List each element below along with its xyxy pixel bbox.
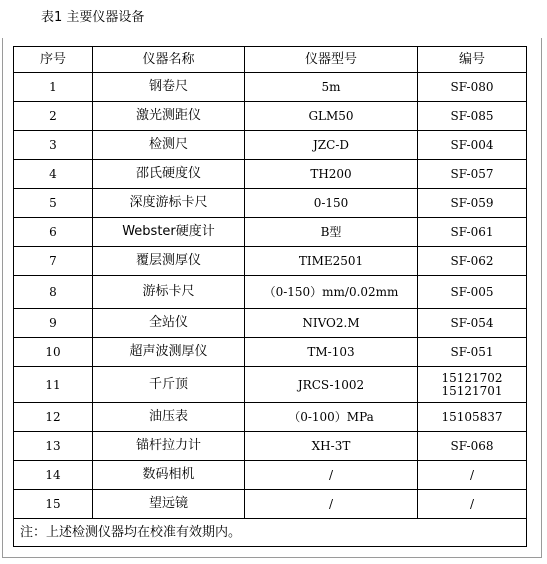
row-code-value: SF-059 [450, 195, 494, 210]
row-name: 检测尺 [93, 131, 245, 160]
table-row [14, 338, 527, 367]
table-row [14, 367, 527, 403]
row-no: 7 [14, 247, 93, 276]
row-name: 千斤顶 [93, 367, 245, 403]
row-model: XH-3T [245, 432, 418, 461]
row-model: （0-100）MPa [245, 403, 418, 432]
row-code [418, 247, 527, 276]
row-name: 超声波测厚仪 [93, 338, 245, 367]
row-name: 油压表 [93, 403, 245, 432]
row-name: 望远镜 [93, 490, 245, 519]
row-code [418, 131, 527, 160]
table-row [14, 432, 527, 461]
table-header-row [14, 47, 527, 73]
row-code [418, 338, 527, 367]
table-row [14, 247, 527, 276]
row-model: JRCS-1002 [245, 367, 418, 403]
row-no: 13 [14, 432, 93, 461]
row-model: TH200 [245, 160, 418, 189]
row-code [418, 490, 527, 519]
table-row [14, 461, 527, 490]
equipment-table [13, 46, 527, 547]
row-code-value: SF-061 [450, 224, 494, 239]
table-row [14, 490, 527, 519]
row-code-value: SF-085 [450, 108, 494, 123]
row-no: 14 [14, 461, 93, 490]
row-code [418, 461, 527, 490]
row-model: 0-150 [245, 189, 418, 218]
row-name: Webster硬度计 [93, 218, 245, 247]
row-no: 1 [14, 73, 93, 102]
table-row [14, 160, 527, 189]
row-model: GLM50 [245, 102, 418, 131]
row-code [418, 309, 527, 338]
row-no: 11 [14, 367, 93, 403]
row-no: 6 [14, 218, 93, 247]
row-no: 15 [14, 490, 93, 519]
row-code [418, 276, 527, 309]
row-code-value: SF-062 [450, 253, 494, 268]
row-code [418, 73, 527, 102]
row-code-value: SF-080 [450, 79, 494, 94]
row-name: 锚杆拉力计 [93, 432, 245, 461]
row-name: 深度游标卡尺 [93, 189, 245, 218]
header-model: 仪器型号 [245, 47, 418, 73]
note-row [14, 519, 527, 547]
row-code-value: SF-057 [450, 166, 494, 181]
row-code-value: SF-054 [450, 315, 494, 330]
row-no: 8 [14, 276, 93, 309]
row-name: 全站仪 [93, 309, 245, 338]
row-no: 2 [14, 102, 93, 131]
table-note: 注：上述检测仪器均在校准有效期内。 [14, 519, 527, 547]
row-code [418, 218, 527, 247]
row-no: 9 [14, 309, 93, 338]
row-name: 游标卡尺 [93, 276, 245, 309]
row-code [418, 189, 527, 218]
row-code [418, 432, 527, 461]
table-caption: 表1 主要仪器设备 [41, 10, 145, 25]
table-body [14, 73, 527, 519]
row-code-value: 15121702 [441, 370, 503, 385]
table-row [14, 131, 527, 160]
row-code [418, 160, 527, 189]
row-code [418, 102, 527, 131]
row-code-value: / [469, 467, 475, 482]
row-model: / [245, 490, 418, 519]
row-no: 12 [14, 403, 93, 432]
row-code-value: SF-068 [450, 438, 494, 453]
row-model: B型 [245, 218, 418, 247]
row-code [418, 367, 527, 403]
row-code [418, 403, 527, 432]
row-name: 钢卷尺 [93, 73, 245, 102]
row-no: 3 [14, 131, 93, 160]
table-row [14, 73, 527, 102]
row-model: 5m [245, 73, 418, 102]
row-code-value: 15105837 [441, 409, 503, 424]
row-model: NIVO2.M [245, 309, 418, 338]
row-no: 10 [14, 338, 93, 367]
table-row [14, 102, 527, 131]
row-name: 激光测距仪 [93, 102, 245, 131]
row-name: 邵氏硬度仪 [93, 160, 245, 189]
header-name: 仪器名称 [93, 47, 245, 73]
table-row [14, 189, 527, 218]
row-code-value: SF-051 [450, 344, 494, 359]
header-no: 序号 [14, 47, 93, 73]
table-row [14, 403, 527, 432]
header-code: 编号 [418, 47, 527, 73]
row-code-value: SF-005 [450, 284, 494, 299]
row-code-value: 15121701 [441, 383, 503, 398]
row-model: TIME2501 [245, 247, 418, 276]
row-no: 4 [14, 160, 93, 189]
table-row [14, 309, 527, 338]
row-no: 5 [14, 189, 93, 218]
row-code-value: / [469, 496, 475, 511]
table-row [14, 218, 527, 247]
row-name: 覆层测厚仪 [93, 247, 245, 276]
row-name: 数码相机 [93, 461, 245, 490]
row-model: TM-103 [245, 338, 418, 367]
table-row [14, 276, 527, 309]
row-model: （0-150）mm/0.02mm [245, 276, 418, 309]
row-code-value: SF-004 [450, 137, 494, 152]
row-model: / [245, 461, 418, 490]
row-model: JZC-D [245, 131, 418, 160]
